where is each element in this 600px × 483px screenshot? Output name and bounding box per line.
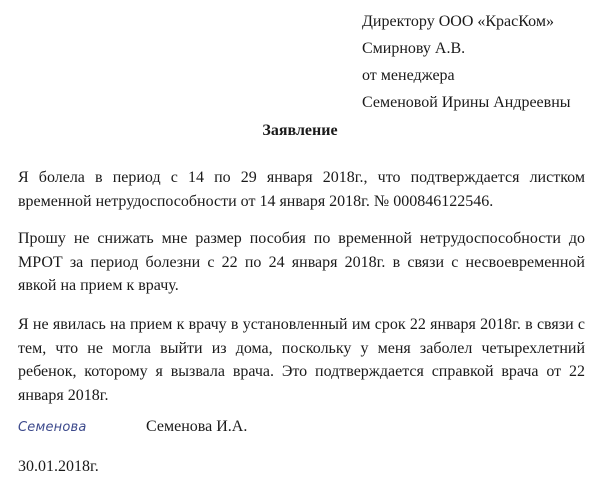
signer-name: Семенова И.А. — [146, 418, 248, 435]
paragraph-illness-period: Я болела в период с 14 по 29 января 2018г., что подтверждается листком временной нетрудоспособности от 14 января 2018г. № 000846122546. — [18, 169, 585, 210]
paragraph-reason: Я не явилась на прием к врачу в установленный им срок 22 января 2018г. в связи с тем, что не могла выйти из дома, поскольку у меня заболел четырехлетний ребенок, которому я вызвала врача. Это подтверждается справкой врача от 22 января 2018г. — [18, 316, 585, 404]
paragraph-request: Прошу не снижать мне размер пособия по временной нетрудоспособности до МРОТ за период болезни с 22 по 24 января 2018г. в связи с несвоевременной явкой на прием к врачу. — [18, 230, 585, 294]
handwritten-signature: Семенова — [18, 420, 87, 435]
addressee-line-name: Смирнову А.В. — [362, 40, 466, 57]
document-date: 30.01.2018г. — [18, 458, 99, 475]
addressee-block — [362, 8, 598, 116]
addressee-line-sender: Семеновой Ирины Андреевны — [362, 94, 571, 111]
addressee-line-from: от менеджера — [362, 67, 455, 84]
document-title: Заявление — [262, 122, 338, 139]
signature-row — [18, 418, 578, 442]
addressee-line-director: Директору ООО «КрасКом» — [362, 13, 554, 30]
